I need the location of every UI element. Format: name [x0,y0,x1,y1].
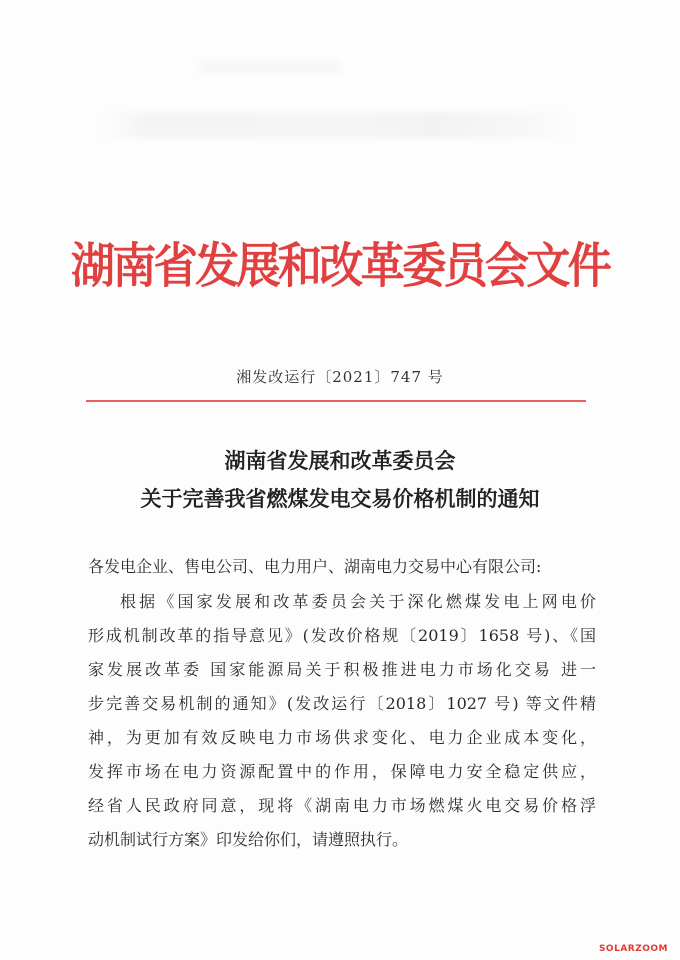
bleed-through-text-top [200,60,340,74]
body-line: 动机制试行方案》印发给你们，请遵照执行。 [88,830,409,849]
body-line: 神，为更加有效反映电力市场供求变化、电力企业成本变化， [88,728,596,747]
body-line: 发挥市场在电力资源配置中的作用，保障电力安全稳定供应， [88,762,596,781]
body-line: 经省人民政府同意，现将《湖南电力市场燃煤火电交易价格浮 [88,796,596,815]
agency-header: 湖南省发展和改革委员会文件 [70,238,610,294]
watermark-logo: SOLARZOOM [598,944,668,954]
body-line: 家发展改革委 国家能源局关于积极推进电力市场化交易 进一 [88,660,596,679]
body-line: 根据《国家发展和改革委员会关于深化燃煤发电上网电价 [120,592,596,611]
document-number: 湘发改运行〔2021〕747 号 [236,368,444,386]
salutation: 各发电企业、售电公司、电力用户、湖南电力交易中心有限公司: [88,557,542,576]
document-title-line-1: 湖南省发展和改革委员会 [224,449,456,473]
document-title-line-2: 关于完善我省燃煤发电交易价格机制的通知 [140,487,540,511]
body-line: 形成机制改革的指导意见》(发改价格规〔2019〕1658 号)、《国 [88,626,596,645]
bleed-through-text [100,112,580,138]
body-line: 步完善交易机制的通知》(发改运行〔2018〕1027 号) 等文件精 [88,694,596,713]
red-divider-line [86,400,586,402]
